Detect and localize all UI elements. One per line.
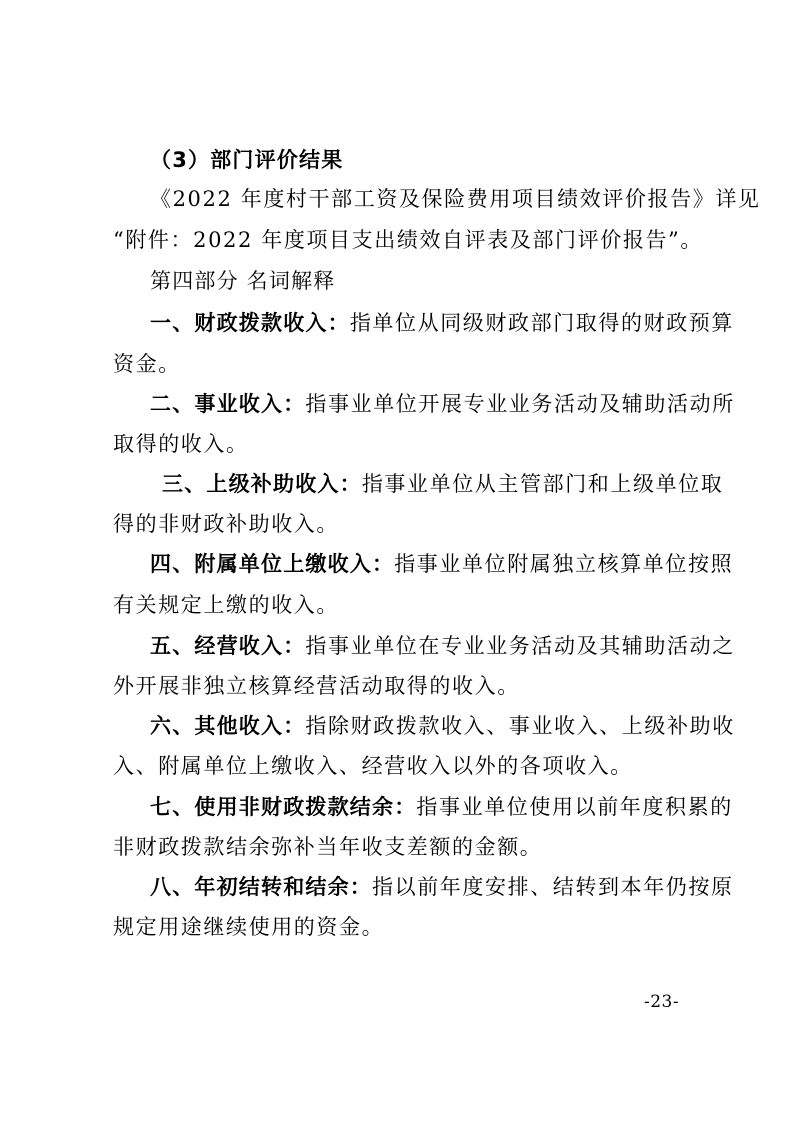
definition-8-line-1 [150,873,734,901]
definition-3-line-2: 得的非财政补助收入。 [113,512,339,536]
definition-1-line-2: 资金。 [113,352,181,376]
section-3-text-line-2: “附件：2022 年度项目支出绩效自评表及部门评价报告”。 [113,228,703,252]
definition-5-line-1 [150,632,735,660]
definition-2-line-1 [150,390,735,418]
definition-8-term: 八、年初结转和结余： [150,875,372,899]
section-3-text-line-1: 《2022 年度村干部工资及保险费用项目绩效评价报告》详见 [150,187,761,211]
part-4-heading: 第四部分 名词解释 [150,269,336,293]
definition-3-line-1 [162,470,742,498]
definition-8-text: 指以前年度安排、结转到本年仍按原 [372,875,734,899]
definition-4-text: 指事业单位附属独立核算单位按照 [394,552,734,576]
definition-7-term: 七、使用非财政拨款结余： [150,795,417,819]
definition-5-line-2: 外开展非独立核算经营活动取得的收入。 [113,674,520,698]
definition-6-text: 指除财政拨款收入、事业收入、上级补助收 [305,714,735,738]
definition-3-term: 三、上级补助收入： [162,472,362,496]
section-3-heading: （3）部门评价结果 [150,148,344,172]
definition-2-line-2: 取得的收入。 [113,432,249,456]
definition-4-term: 四、附属单位上缴收入： [150,552,395,576]
definition-2-term: 二、事业收入： [150,392,306,416]
definition-1-line-1 [150,309,735,337]
definition-3-text: 指事业单位从主管部门和上级单位取 [361,472,724,496]
page-number: -23- [644,992,680,1012]
definition-7-line-1 [150,793,733,821]
definition-5-term: 五、经营收入： [150,634,306,658]
definition-1-text: 指单位从同级财政部门取得的财政预算 [349,311,735,335]
definition-4-line-1 [150,550,734,578]
definition-7-text: 指事业单位使用以前年度积累的 [416,795,733,819]
definition-2-text: 指事业单位开展专业业务活动及辅助活动所 [305,392,735,416]
definition-6-line-1 [150,712,735,740]
definition-5-text: 指事业单位在专业业务活动及其辅助活动之 [305,634,735,658]
definition-6-line-2: 入、附属单位上缴收入、经营收入以外的各项收入。 [113,754,633,778]
definition-7-line-2: 非财政拨款结余弥补当年收支差额的金额。 [113,835,543,859]
definition-1-term: 一、财政拨款收入： [150,311,350,335]
definition-6-term: 六、其他收入： [150,714,306,738]
definition-4-line-2: 有关规定上缴的收入。 [113,593,339,617]
definition-8-line-2: 规定用途继续使用的资金。 [113,915,385,939]
